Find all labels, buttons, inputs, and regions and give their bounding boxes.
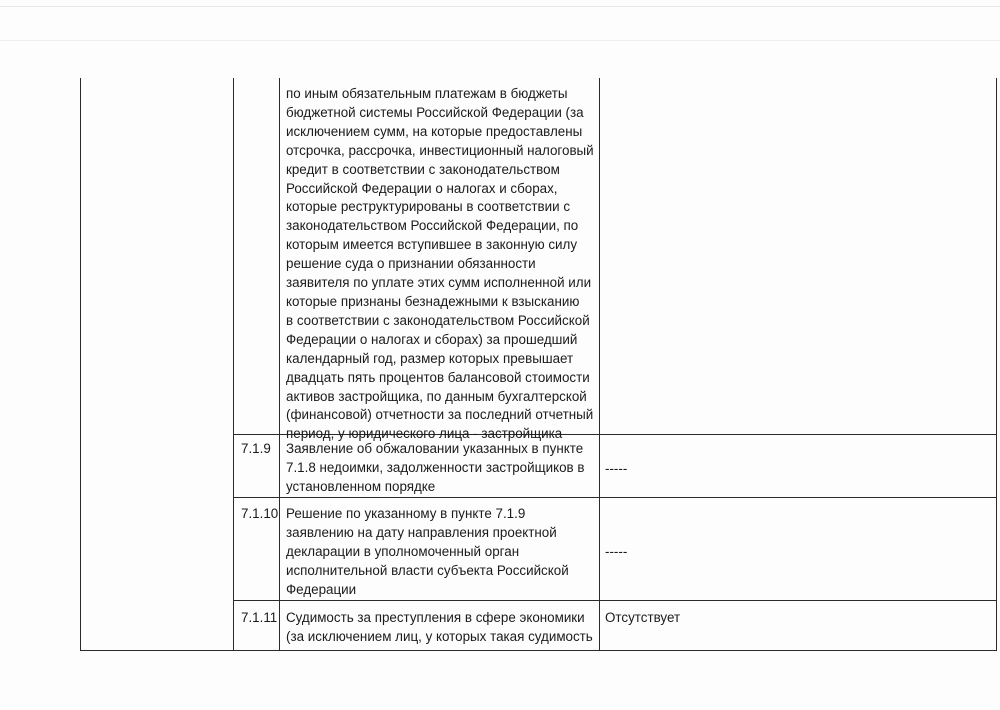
row-value-7-1-10: ----- <box>605 544 628 559</box>
text-line: которым имеется вступившее в законную силу <box>286 237 578 253</box>
table-border-right <box>996 78 997 651</box>
continuation-cell <box>286 85 594 444</box>
column-divider-3 <box>599 78 600 651</box>
text-line: решение суда о признании обязанности <box>286 256 536 272</box>
row-description-7-1-10 <box>286 505 569 600</box>
text-line: заявлению на дату направления проектной <box>286 524 557 540</box>
row-number-7-1-9: 7.1.9 <box>241 441 271 456</box>
text-line: Российской Федерации о налогах и сборах, <box>286 180 558 196</box>
text-line: исполнительной власти субъекта Российской <box>286 562 569 578</box>
text-line: законодательством Российской Федерации, по <box>286 218 579 234</box>
scan-artifact <box>0 6 1000 7</box>
text-line: Заявление об обжаловании указанных в пункте <box>286 441 584 456</box>
text-line: отсрочка, рассрочка, инвестиционный налоговый <box>286 142 594 158</box>
text-line: активов застройщика, по данным бухгалтерской <box>286 388 587 404</box>
text-line: двадцать пять процентов балансовой стоимости <box>286 369 590 385</box>
row-number-7-1-11: 7.1.11 <box>241 610 278 625</box>
row-value-7-1-9: ----- <box>605 461 628 476</box>
text-line: (финансовой) отчетности за последний отчетный <box>286 407 594 423</box>
table-border-left <box>80 78 81 651</box>
text-line: декларации в уполномоченный орган <box>286 543 520 559</box>
text-line: кредит в соответствии с законодательством <box>286 161 560 177</box>
table-border-bottom <box>80 650 997 651</box>
text-line: 7.1.8 недоимки, задолженности застройщиков в <box>286 459 585 475</box>
text-line: бюджетной системы Российской Федерации (за <box>286 104 584 120</box>
text-line: которые реструктурированы в соответствии с <box>286 199 571 215</box>
text-line: Федерации о налогах и сборах) за прошедший <box>286 331 578 347</box>
row-description-7-1-11 <box>286 609 593 647</box>
text-line: в соответствии с законодательством Российской <box>286 312 590 328</box>
text-line: заявителя по уплате этих сумм исполненной или <box>286 275 592 291</box>
row-value-7-1-11: Отсутствует <box>605 610 681 625</box>
row-number-7-1-10: 7.1.10 <box>241 506 279 521</box>
row-description-7-1-9 <box>286 440 585 497</box>
column-divider-1 <box>233 78 234 651</box>
text-line: которые признаны безнадежными к взысканию <box>286 293 580 309</box>
text-line: календарный год, размер которых превышает <box>286 350 574 366</box>
text-line: Судимость за преступления в сфере экономики <box>286 610 585 625</box>
text-line: Решение по указанному в пункте 7.1.9 <box>286 506 526 521</box>
scan-artifact <box>0 40 1000 41</box>
text-line: период, у юридического лица - застройщика <box>286 426 563 442</box>
text-line: Федерации <box>286 581 357 597</box>
text-line: исключением сумм, на которые предоставлены <box>286 123 583 139</box>
row-divider-3 <box>233 600 997 601</box>
column-divider-2 <box>279 78 280 651</box>
text-line: по иным обязательным платежам в бюджеты <box>286 86 568 101</box>
text-line: установленном порядке <box>286 478 436 494</box>
text-line: (за исключением лиц, у которых такая судимость <box>286 628 593 644</box>
row-divider-2 <box>233 497 997 498</box>
